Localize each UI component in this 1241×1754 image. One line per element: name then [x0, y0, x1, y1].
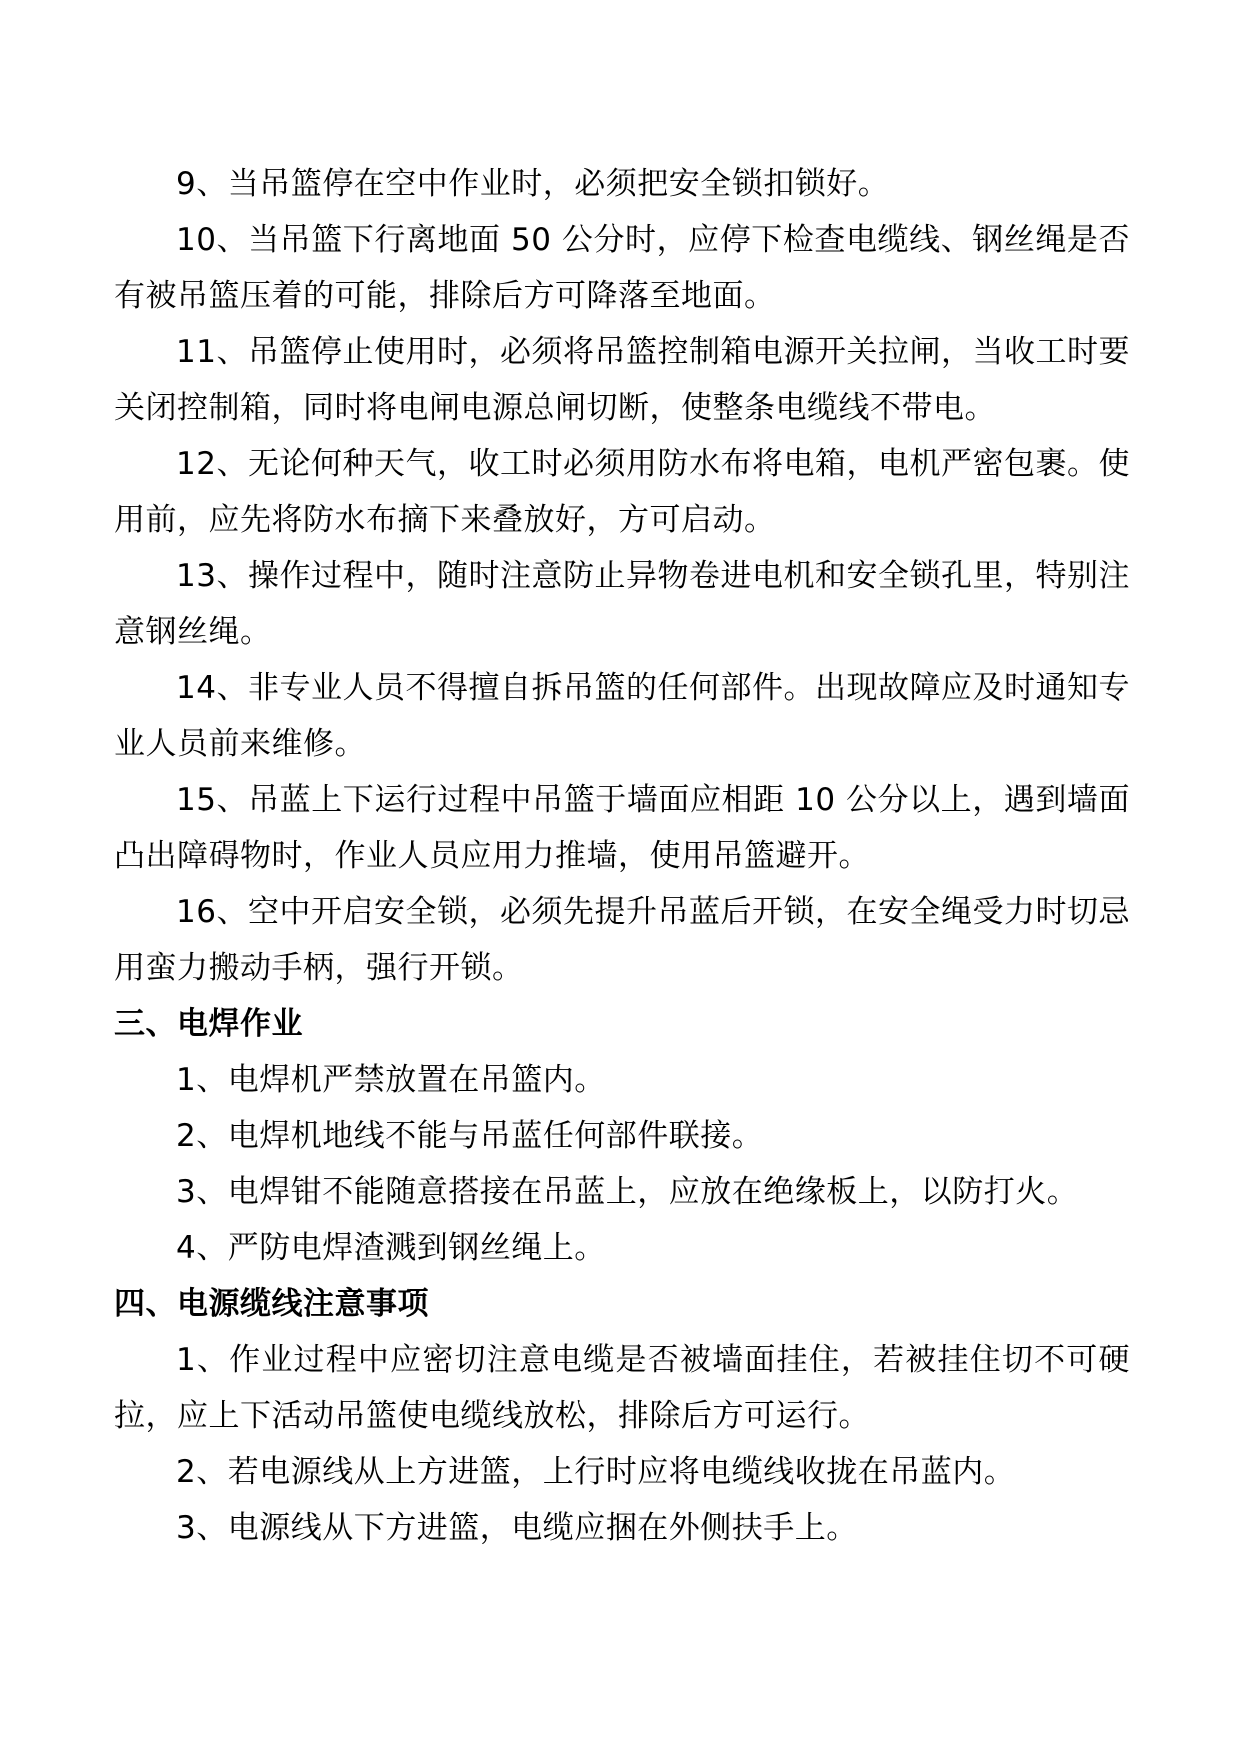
list-item: 15、吊蓝上下运行过程中吊篮于墙面应相距 10 公分以上，遇到墙面凸出障碍物时，作业人员应用力推墙，使用吊篮避开。: [114, 782, 1130, 874]
list-item: 3、电焊钳不能随意搭接在吊蓝上，应放在绝缘板上，以防打火。: [176, 1174, 1079, 1210]
list-item: 10、当吊篮下行离地面 50 公分时，应停下检查电缆线、钢丝绳是否有被吊篮压着的可能，排除后方可降落至地面。: [114, 222, 1130, 314]
document-page: [114, 156, 1130, 1556]
list-item: 2、若电源线从上方进篮，上行时应将电缆线收拢在吊蓝内。: [176, 1454, 1016, 1490]
section-heading: 四、电源缆线注意事项: [114, 1286, 429, 1322]
list-item: 1、电焊机严禁放置在吊篮内。: [176, 1062, 606, 1098]
list-item: 2、电焊机地线不能与吊蓝任何部件联接。: [176, 1118, 764, 1154]
list-item: 13、操作过程中，随时注意防止异物卷进电机和安全锁孔里，特别注意钢丝绳。: [114, 558, 1130, 650]
list-item: 14、非专业人员不得擅自拆吊篮的任何部件。出现故障应及时通知专业人员前来维修。: [114, 670, 1130, 762]
section-heading: 三、电焊作业: [114, 1006, 303, 1042]
list-item: 12、无论何种天气，收工时必须用防水布将电箱，电机严密包裹。使用前，应先将防水布摘下来叠放好，方可启动。: [114, 446, 1130, 538]
list-item: 9、当吊篮停在空中作业时，必须把安全锁扣锁好。: [176, 166, 890, 202]
list-item: 16、空中开启安全锁，必须先提升吊蓝后开锁，在安全绳受力时切忌用蛮力搬动手柄，强行开锁。: [114, 894, 1130, 986]
list-item: 4、严防电焊渣溅到钢丝绳上。: [176, 1230, 606, 1266]
list-item: 3、电源线从下方进篮，电缆应捆在外侧扶手上。: [176, 1510, 858, 1546]
list-item: 11、吊篮停止使用时，必须将吊篮控制箱电源开关拉闸，当收工时要关闭控制箱，同时将电闸电源总闸切断，使整条电缆线不带电。: [114, 334, 1130, 426]
list-item: 1、作业过程中应密切注意电缆是否被墙面挂住，若被挂住切不可硬拉，应上下活动吊篮使电缆线放松，排除后方可运行。: [114, 1342, 1130, 1434]
